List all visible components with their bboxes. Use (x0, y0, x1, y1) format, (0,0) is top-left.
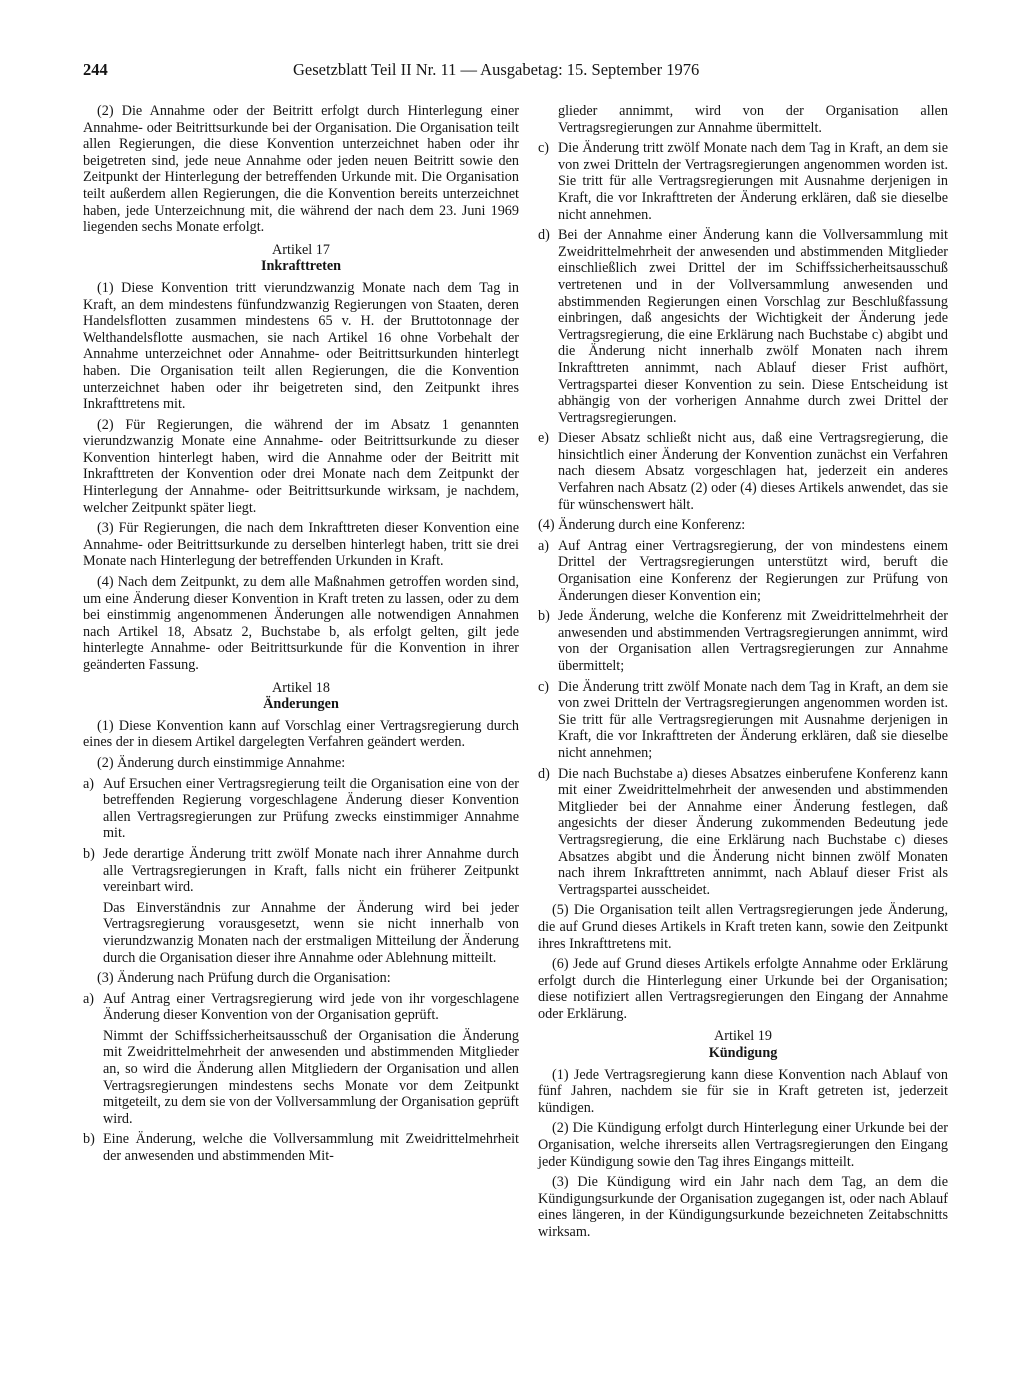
article-18-paragraph-6: (6) Jede auf Grund dieses Artikels erfolgte Annahme oder Erklärung erfolgt durch die Hinterlegung einer Urkunde bei der Organisation; diese notifiziert allen Vertragsregierungen den Eingang der Annahme oder Erklärung. (538, 956, 948, 1022)
running-title: Gesetzblatt Teil II Nr. 11 — Ausgabetag: 15. September 1976 (293, 60, 700, 79)
article-18-paragraph-4: (4) Änderung durch eine Konferenz: (538, 517, 746, 534)
article-17-paragraph-4: (4) Nach dem Zeitpunkt, zu dem alle Maßnahmen getroffen worden sind, um eine Änderung dieser Konvention in Kraft treten zu lassen, oder zu dem bei einstimmig angenommenen Änderungen alle notwendigen Annahmen nach Artikel 18, Absatz 2, Buchstabe b, als erfolgt gelten, gilt jede hinterlegte Annahme- oder Beitrittsurkunde für die Konvention in ihrer geänderten Fassung. (83, 574, 519, 673)
article-18-3a-continuation: Nimmt der Schiffssicherheitsausschuß der Organisation die Änderung mit Zweidrittelmehrheit der anwesenden und abstimmenden Mitglieder an, so wird die Änderung allen Mitgliedern der Organisation und allen Vertragsregierungen mindestens sechs Monate vor dem Zeitpunkt mitgeteilt, zu dem sie von der Vollversammlung der Organisation geprüft wird. (103, 1027, 519, 1127)
article-17-title: Artikel 17 (272, 241, 330, 258)
article-18-4d (538, 766, 948, 899)
article-17-paragraph-1: (1) Diese Konvention tritt vierundzwanzig Monate nach dem Tag in Kraft, an dem mindestens fünfundzwanzig Regierungen von Staaten, deren Handelsflotten zusammen mindestens 65 v. H. der Bruttotonnage der Welthandelsflotte ausmachen, sie nach Artikel 16 ohne Vorbehalt der Annahme unterzeichnet oder Annahme- oder Beitrittsurkunden hinterlegt haben. Die Organisation teilt allen Regierungen, die die Konvention unterzeichnet haben oder ihr beigetreten sind, den Zeitpunkt ihres Inkrafttretens mit. (83, 279, 519, 413)
item-text: Die nach Buchstabe a) dieses Absatzes einberufene Konferenz kann mit einer Zweidrittelmehrheit der anwesenden und abstimmenden Mitglieder bei der Annahme einer Änderung festlegen, daß angesichts der dieser Änderung zukommenden Bedeutung jede Vertragsregierung, die eine Erklärung nach Buchstabe c) dieses Absatzes abgibt und die Änderung nicht binnen zwölf Monaten nach ihrem Inkrafttreten annimmt, nach Ablauf dieser Frist als Vertragspartei ausscheidet. (558, 765, 948, 898)
item-text: Dieser Absatz schließt nicht aus, daß eine Vertragsregierung, die hinsichtlich einer Änderung der Konvention zunächst ein Verfahren nach diesem Absatz vorgeschlagen hat, jederzeit ein anderes Verfahren nach Absatz (2) oder (4) dieses Artikels anwendet, das sie für wünschenswert hält. (558, 430, 948, 513)
article-18-3b (83, 1131, 519, 1164)
item-label: a) (83, 990, 95, 1007)
item-label: e) (538, 430, 550, 447)
item-label: a) (83, 775, 95, 792)
article-17-paragraph-3: (3) Für Regierungen, die nach dem Inkrafttreten dieser Konvention eine Annahme- oder Beitrittsurkunde zu derselben hinterlegt haben, tritt sie drei Monate nach Hinterlegung der betreffenden Urkunden in Kraft. (83, 520, 519, 570)
item-text: Die Änderung tritt zwölf Monate nach dem Tag in Kraft, an dem sie von zwei Dritteln der Vertragsregierungen angenommen worden ist. Sie tritt für alle Vertragsregierungen mit Ausnahme derjenigen in Kraft, die vor Inkrafttreten der Änderung erklären, daß sie dieselbe nicht annehmen; (558, 678, 948, 761)
article-18-paragraph-2: (2) Änderung durch einstimmige Annahme: (97, 754, 346, 771)
left-column (83, 103, 519, 1169)
item-text: Auf Ersuchen einer Vertragsregierung teilt die Organisation eine von der betreffenden Regierung vorgeschlagene Änderung dieser Konvention allen Vertragsregierungen zur Prüfung zwecks einstimmiger Annahme mit. (103, 775, 519, 842)
item-label: d) (538, 765, 550, 782)
article-18-paragraph-3: (3) Änderung nach Prüfung durch die Organisation: (97, 970, 391, 987)
article-16-paragraph-2: (2) Die Annahme oder der Beitritt erfolgt durch Hinterlegung einer Annahme- oder Beitrittsurkunde bei der Organisation. Die Organisation teilt allen Regierungen, die diese Konvention unterzeichnet haben oder ihr beigetreten sind, jede neue Annahme oder jeden neuen Beitritt sowie den Zeitpunkt der Hinterlegung der betreffenden Urkunde mit. Die Organisation teilt außerdem allen Regierungen, die die Konvention bereits unterzeichnet haben, jede Unterzeichnung mit, die während der nach dem 23. Juni 1969 liegenden sechs Monate erfolgt. (83, 103, 519, 236)
item-label: b) (83, 1131, 95, 1148)
article-17-paragraph-2: (2) Für Regierungen, die während der im Absatz 1 genannten vierundzwanzig Monate eine Annahme- oder Beitrittsurkunde zu dieser Konvention hinterlegt haben, wird die Annahme oder der Beitritt mit Inkrafttreten der Konvention oder drei Monate nach dem Zeitpunkt der Hinterlegung der Annahme- oder Beitrittsurkunde wirksam, je nachdem, welcher Zeitpunkt später liegt. (83, 416, 519, 516)
article-18-2b-continuation: Das Einverständnis zur Annahme der Änderung wird bei jeder Vertragsregierung vorausgesetzt, wenn sie nicht innerhalb von vierundzwanzig Monaten nach der erstmaligen Mitteilung der Änderung durch die Organisation dieser ihre Annahme oder Ablehnung mitteilt. (103, 899, 519, 966)
article-18-2a (83, 776, 519, 842)
page-number: 244 (83, 60, 108, 79)
article-19-title: Artikel 19 (714, 1028, 772, 1045)
page-header (83, 60, 943, 84)
item-label: c) (538, 140, 550, 157)
item-text: Eine Änderung, welche die Vollversammlung mit Zweidrittelmehrheit der anwesenden und abstimmenden Mit- (103, 1131, 519, 1165)
right-column (538, 103, 948, 1245)
item-label: b) (83, 845, 95, 862)
article-19-heading: Kündigung (708, 1045, 778, 1062)
article-19-paragraph-1: (1) Jede Vertragsregierung kann diese Konvention nach Ablauf von fünf Jahren, nachdem sie für sie in Kraft getreten ist, jederzeit kündigen. (538, 1066, 948, 1116)
item-text: Auf Antrag einer Vertragsregierung wird jede von ihr vorgeschlagene Änderung dieser Konvention von der Organisation geprüft. (103, 990, 519, 1024)
item-label: a) (538, 537, 550, 554)
article-18-title: Artikel 18 (272, 679, 330, 696)
article-18-3e (538, 430, 948, 513)
item-text: Jede Änderung, welche die Konferenz mit Zweidrittelmehrheit der anwesenden und abstimmenden Vertragsregierungen annimmt, wird von der Organisation allen Vertragsregierungen zur Annahme übermittelt; (558, 608, 948, 674)
item-label: c) (538, 678, 550, 695)
article-18-2b (83, 846, 519, 896)
article-18-4b (538, 608, 948, 674)
article-18-3a (83, 991, 519, 1024)
article-18-3c (538, 140, 948, 223)
article-18-paragraph-1: (1) Diese Konvention kann auf Vorschlag einer Vertragsregierung durch eines der in diesem Artikel dargelegten Verfahren geändert werden. (83, 717, 519, 751)
article-18-3d (538, 227, 948, 426)
item-label: d) (538, 227, 550, 244)
item-label: b) (538, 608, 550, 625)
article-18-4a (538, 538, 948, 604)
article-19-paragraph-2: (2) Die Kündigung erfolgt durch Hinterlegung einer Urkunde bei der Organisation, welche ihrerseits allen Vertragsregierungen den Eingang jeder Kündigung sowie den Tag ihres Eingangs mitteilt. (538, 1120, 948, 1170)
article-18-3b-continuation: glieder annimmt, wird von der Organisation allen Vertragsregierungen zur Annahme übermittelt. (558, 103, 948, 136)
article-17-heading: Inkrafttreten (260, 258, 342, 275)
item-text: Jede derartige Änderung tritt zwölf Monate nach ihrer Annahme durch alle Vertragsregierungen in Kraft, falls nicht ein früherer Zeitpunkt vereinbart wird. (103, 845, 519, 896)
article-19-paragraph-3: (3) Die Kündigung wird ein Jahr nach dem Tag, an dem die Kündigungsurkunde der Organisation zugegangen ist, oder nach Ablauf eines längeren, in der Kündigungsurkunde bezeichneten Zeitabschnitts wirksam. (538, 1174, 948, 1240)
item-text: Die Änderung tritt zwölf Monate nach dem Tag in Kraft, an dem sie von zwei Dritteln der Vertragsregierungen angenommen worden ist. Sie tritt für alle Vertragsregierungen mit Ausnahme derjenigen in Kraft, die vor Inkrafttreten der Änderung erklären, daß sie dieselbe nicht annehmen. (558, 140, 948, 223)
article-18-heading: Änderungen (263, 696, 339, 713)
article-18-paragraph-5: (5) Die Organisation teilt allen Vertragsregierungen jede Änderung, die auf Grund dieses Artikels in Kraft treten kann, sowie den Zeitpunkt ihres Inkrafttretens mit. (538, 902, 948, 952)
item-text: Bei der Annahme einer Änderung kann die Vollversammlung mit Zweidrittelmehrheit der anwesenden und abstimmenden Mitglieder einschließlich zwei Drittel der im Schiffssicherheitsausschuß vertretenen und in der Vollversammlung anwesenden und abstimmenden Regierungen einen Vorschlag zur Beschlußfassung einbringen, daß angesichts der Wichtigkeit der Änderung jede Vertragsregierung, die eine Erklärung nach Buchstabe c) abgibt und die Änderung nicht innerhalb zwölf Monaten nach ihrem Inkrafttreten annimmt, nach Ablauf dieser Frist aufhört, Vertragspartei dieser Konvention zu sein. Diese Entscheidung ist abhängig von der vorherigen Annahme durch zwei Drittel der Vertragsregierungen. (558, 227, 948, 426)
article-18-4c (538, 679, 948, 762)
item-text: Auf Antrag einer Vertragsregierung, der von mindestens einem Drittel der Vertragsregierungen unterstützt wird, beruft die Organisation eine Konferenz der Regierungen zur Prüfung von Änderungen dieser Konvention ein; (558, 537, 948, 604)
